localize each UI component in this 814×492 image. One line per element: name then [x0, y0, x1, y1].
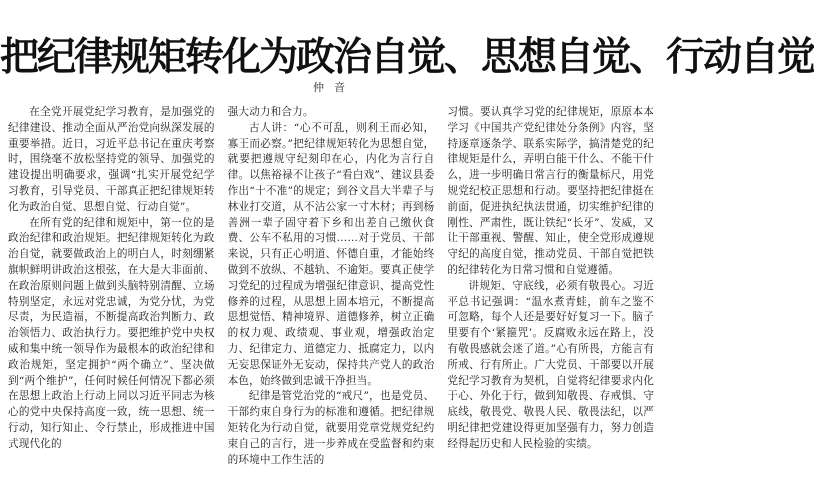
paragraph: 古人讲：“心不可乱，则利王而必知，寡王而必察。”把纪律规矩转化为思想自觉，就要把遵规守纪刻印在心，内化为言行自律。以焦裕禄不让孩子“看白戏”、建议县委作出“十不准”的规定；到谷文昌大半辈子与林业打交道，从不沾公家一寸木材；再到杨善洲一辈子固守着下乡和出差自己缴伙食费、公车不私用的习惯……对于党员、干部来说，只有正心明道、怀德自重，才能始终做到不放纵、不越轨、不逾矩。要真正使学习党纪的过程成为增强纪律意识、提高党性修养的过程，从思想上固本培元，不断提高思想觉悟、精神境界、道德修养，树立正确的权力观、政绩观、事业观，增强政治定力、纪律定力、道德定力、抵腐定力，以内无妄思保证外无妄动，保持共产党人的政治本色，始终做到忠诚干净担当。 — [227, 121, 435, 387]
paragraph: 在全党开展党纪学习教育，是加强党的纪律建设、推动全面从严治党向纵深发展的重要举措。近日，习近平总书记在重庆考察时，围绕毫不放松坚持党的领导、加强党的建设提出明确要求，强调“扎实开展党纪学习教育，引导党员、干部真正把纪律规矩转化为政治自觉、思想自觉、行动自觉”。 — [8, 106, 215, 213]
article-body — [8, 105, 654, 492]
byline: 仲音 — [313, 81, 355, 94]
article-column-2 — [228, 105, 435, 492]
paragraph-continued: 强大动力和合力。 — [227, 106, 314, 118]
paragraph: 在所有党的纪律和规矩中，第一位的是政治纪律和政治规矩。把纪律规矩转化为政治自觉，就要做政治上的明白人，时刻绷紧旗帜鲜明讲政治这根弦，在大是大非面前、在政治原则问题上做到头脑特别清醒、立场特别坚定，永远对党忠诚，为党分忧，为党尽责，为民造福，不断提高政治判断力、政治领悟力、政治执行力。要把维护党中央权威和集中统一领导作为最根本的政治纪律和政治规矩，坚定拥护“两个确立”、坚决做到“两个维护”，任何时候任何情况下都必须在思想上政治上行动上同以习近平同志为核心的党中央保持高度一致，统一思想、统一行动，知行知止、令行禁止，形成推进中国式现代化的 — [8, 216, 215, 450]
article-column-1 — [8, 105, 215, 492]
article-column-3 — [447, 105, 654, 492]
paragraph-continued: 习惯。要认真学习党的纪律规矩，原原本本学习《中国共产党纪律处分条例》内容，坚持逐章逐条学、联系实际学，搞清楚党的纪律规矩是什么，弄明白能干什么、不能干什么，进一步明确日常言行的衡量标尺，用党规党纪校正思想和行动。要坚持把纪律挺在前面，促进执纪执法贯通，切实维护纪律的刚性、严肃性，既让铁纪“长牙”、发威，又让干部重视、警醒、知止，使全党形成遵规守纪的高度自觉，推动党员、干部自觉把铁的纪律转化为日常习惯和自觉遵循。 — [447, 106, 655, 276]
paragraph: 讲规矩、守底线，必须有敬畏心。习近平总书记强调：“温水煮青蛙，前车之鉴不可忽略，每个人还是要好好复习一下。脑子里要有个‘紧箍咒’。反腐败永远在路上，没有敬畏感就会迷了道。”心有所畏，方能言有所戒、行有所止。广大党员、干部要以开展党纪学习教育为契机，自觉将纪律要求内化于心、外化于行，做到知敬畏、存戒惧、守底线，敬畏党、敬畏人民、敬畏法纪，以严明纪律把党建设得更加坚强有力，努力创造经得起历史和人民检验的实绩。 — [447, 279, 655, 450]
headline: 把纪律规矩转化为政治自觉、思想自觉、行动自觉 — [0, 35, 814, 81]
paragraph: 纪律是管党治党的“戒尺”，也是党员、干部约束自身行为的标准和遵循。把纪律规矩转化为行动自觉，就要用党章党规党纪约束自己的言行，进一步养成在受监督和约束的环境中工作生活的 — [227, 390, 435, 466]
